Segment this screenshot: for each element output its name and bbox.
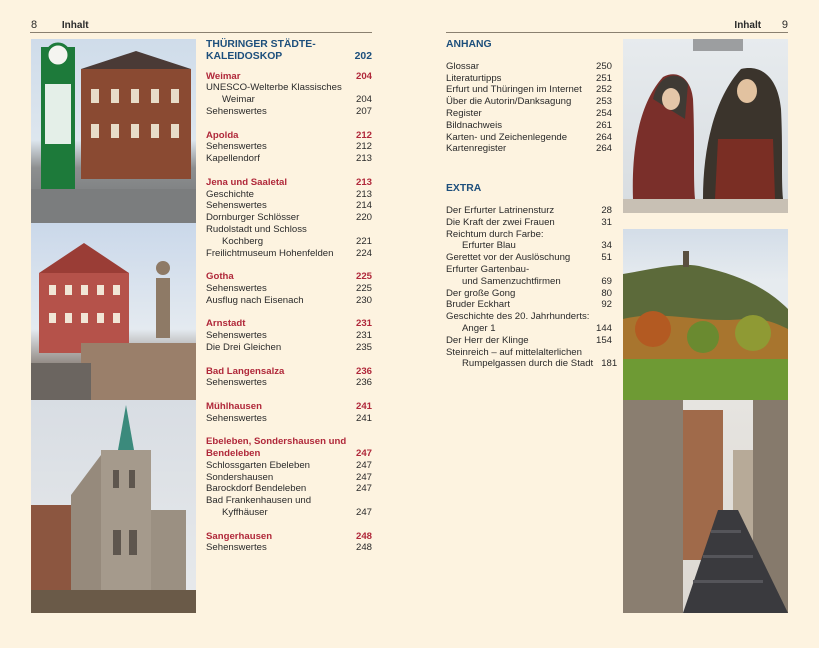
- page-number: 204: [355, 94, 372, 106]
- entry-title: Erfurter Gartenbau-: [446, 263, 530, 275]
- entry-title: Rudolstadt und Schloss: [206, 223, 307, 235]
- page-number: 225: [355, 271, 372, 283]
- toc-entry: [446, 276, 612, 288]
- page-number: 80: [601, 287, 612, 299]
- entry-title: KALEIDOSKOP: [206, 50, 283, 62]
- page-number: 213: [355, 188, 372, 200]
- toc-entry: [446, 299, 612, 311]
- page-number: 241: [355, 400, 372, 412]
- page-number: [348, 495, 372, 507]
- header-rule-right: [446, 32, 788, 33]
- toc-entry: [446, 229, 612, 241]
- entry-title: Sangerhausen: [206, 530, 273, 542]
- entry-title: Bendeleben: [206, 448, 261, 460]
- page-number: 51: [601, 252, 612, 264]
- page-number: 253: [595, 96, 612, 108]
- toc-heading: [206, 401, 372, 413]
- page-number: [588, 264, 612, 276]
- page-number: 213: [355, 153, 372, 165]
- page-number: [348, 39, 372, 51]
- toc-entry: [206, 236, 372, 248]
- entry-title: Bruder Eckhart: [446, 299, 510, 311]
- entry-title: Bad Langensalza: [206, 365, 285, 377]
- page-number: 28: [601, 204, 612, 216]
- toc-entry: [446, 96, 612, 108]
- toc-entry: [446, 240, 612, 252]
- toc-entry: [446, 108, 612, 120]
- toc-heading: [206, 71, 372, 83]
- entry-title: Sehenswertes: [206, 330, 267, 342]
- toc-entry: [206, 106, 372, 118]
- entry-title: Sehenswertes: [206, 200, 267, 212]
- entry-title: Ebeleben, Sondershausen und: [206, 436, 347, 448]
- page-number: 224: [355, 247, 372, 259]
- entry-title: Mühlhausen: [206, 400, 262, 412]
- toc-section: [206, 130, 372, 165]
- entry-title: Register: [446, 107, 482, 119]
- toc-heading: [206, 448, 372, 460]
- page-number: 212: [355, 141, 372, 153]
- right-running-head: [734, 19, 788, 31]
- toc-entry: [446, 217, 612, 229]
- photo-weimar-street: [31, 39, 196, 223]
- page-number: 214: [355, 200, 372, 212]
- page-number: [348, 224, 372, 236]
- entry-title: UNESCO-Welterbe Klassisches: [206, 82, 342, 94]
- entry-title: Sondershausen: [206, 471, 274, 483]
- entry-title: Literaturtipps: [446, 72, 502, 84]
- entry-title: Geschichte: [206, 188, 254, 200]
- toc-entry: [206, 212, 372, 224]
- page-number: 247: [355, 471, 372, 483]
- toc-entry: [446, 252, 612, 264]
- entry-title: Geschichte des 20. Jahrhunderts:: [446, 311, 590, 323]
- section-heading-anhang: ANHANG: [446, 39, 492, 50]
- toc-entry: [206, 200, 372, 212]
- toc-entry: [446, 132, 612, 144]
- page-number: 225: [355, 282, 372, 294]
- toc-entry: [206, 224, 372, 236]
- entry-title: Sehenswertes: [206, 141, 267, 153]
- page-number: 31: [601, 216, 612, 228]
- toc-entry: [206, 413, 372, 425]
- page-number: 213: [355, 176, 372, 188]
- page-number: [588, 347, 612, 359]
- page-number: 204: [355, 70, 372, 82]
- toc-section: [206, 366, 372, 390]
- page-number: 212: [355, 129, 372, 141]
- entry-title: Der Herr der Klinge: [446, 334, 529, 346]
- entry-title: Sehenswertes: [206, 377, 267, 389]
- photo-cobblestone-alley: [623, 400, 788, 613]
- toc-entry: [206, 507, 372, 519]
- page-number: 220: [355, 212, 372, 224]
- entry-title: Bad Frankenhausen und: [206, 495, 312, 507]
- page-number: 264: [595, 143, 612, 155]
- toc-heading: [206, 271, 372, 283]
- toc-entry: [446, 205, 612, 217]
- page-number: 252: [595, 84, 612, 96]
- toc-entry: [206, 342, 372, 354]
- section-heading-extra: EXTRA: [446, 183, 482, 195]
- toc-section: [206, 401, 372, 425]
- page-number: 254: [595, 107, 612, 119]
- entry-title: Gerettet vor der Auslöschung: [446, 252, 571, 264]
- page-number: 250: [595, 60, 612, 72]
- toc-entry: [206, 330, 372, 342]
- entry-title: Erfurter Blau: [462, 240, 516, 252]
- entry-title: Der Erfurter Latrinensturz: [446, 204, 555, 216]
- page-number: [589, 311, 613, 323]
- page-number-right: 9: [781, 19, 788, 31]
- entry-title: Kartenregister: [446, 143, 507, 155]
- page-number: 144: [595, 322, 612, 334]
- page-number-left: 8: [31, 19, 38, 31]
- entry-title: Jena und Saaletal: [206, 176, 288, 188]
- entry-title: Weimar: [222, 94, 255, 106]
- entry-title: Sehenswertes: [206, 542, 267, 554]
- left-running-head: [31, 19, 89, 31]
- toc-entry: [206, 248, 372, 260]
- toc-entry: [446, 323, 612, 335]
- entry-title: Die Kraft der zwei Frauen: [446, 216, 555, 228]
- toc-section: [206, 71, 372, 118]
- toc-heading: [206, 39, 372, 51]
- extra-list: [446, 204, 618, 370]
- toc-heading: [206, 130, 372, 142]
- page-number: [348, 82, 372, 94]
- running-head-label: Inhalt: [734, 20, 762, 31]
- entry-title: Barockdorf Bendeleben: [206, 483, 307, 495]
- toc-entry: [446, 311, 612, 323]
- toc-entry: [206, 472, 372, 484]
- entry-title: Kyffhäuser: [222, 507, 268, 519]
- entry-title: Glossar: [446, 60, 480, 72]
- entry-title: Anger 1: [462, 322, 496, 334]
- page-number: [588, 229, 612, 241]
- page-number: 202: [354, 50, 372, 62]
- page-number: 235: [355, 341, 372, 353]
- page-number: 236: [355, 365, 372, 377]
- toc-entry: [446, 84, 612, 96]
- toc-section: [206, 177, 372, 260]
- entry-title: Über die Autorin/Danksagung: [446, 96, 572, 108]
- toc-entry: [206, 189, 372, 201]
- toc-entry: [206, 483, 372, 495]
- toc-right-column: [446, 39, 618, 370]
- toc-entry: [206, 94, 372, 106]
- toc-entry: [206, 460, 372, 472]
- page-number: 247: [355, 483, 372, 495]
- page-number: 248: [355, 542, 372, 554]
- toc-entry: [206, 295, 372, 307]
- toc-heading: [206, 51, 372, 63]
- toc-entry: [446, 143, 612, 155]
- page-number: 248: [355, 530, 372, 542]
- toc-entry: [446, 73, 612, 85]
- entry-title: Dornburger Schlösser: [206, 212, 300, 224]
- toc-entry: [446, 288, 612, 300]
- toc-entry: [206, 495, 372, 507]
- photo-kyffhaeuser-landscape: [623, 229, 788, 400]
- page-number: [348, 436, 372, 448]
- toc-heading: [206, 318, 372, 330]
- toc-section: [206, 318, 372, 353]
- entry-title: Arnstadt: [206, 318, 246, 330]
- anhang-list: [446, 61, 612, 155]
- page-number: 207: [355, 105, 372, 117]
- photo-muehlhausen-church: [31, 400, 196, 613]
- toc-entry: [446, 347, 612, 359]
- entry-title: Der große Gong: [446, 287, 516, 299]
- entry-title: und Samenzuchtfirmen: [462, 275, 561, 287]
- page-number: 154: [595, 334, 612, 346]
- toc-entry: [446, 61, 612, 73]
- toc-heading: [206, 366, 372, 378]
- toc-section: [206, 39, 372, 63]
- page-number: 241: [355, 412, 372, 424]
- photo-madonna-statues: [623, 39, 788, 213]
- toc-heading: [206, 531, 372, 543]
- toc-entry: [446, 335, 612, 347]
- toc-section: [206, 271, 372, 306]
- page-number: 247: [355, 459, 372, 471]
- toc-entry: [206, 542, 372, 554]
- header-rule-left: [30, 32, 372, 33]
- page-number: 181: [601, 358, 618, 370]
- entry-title: Bildnachweis: [446, 119, 502, 131]
- entry-title: Kapellendorf: [206, 153, 260, 165]
- page-number: 230: [355, 294, 372, 306]
- page-number: 69: [601, 275, 612, 287]
- entry-title: Freilichtmuseum Hohenfelden: [206, 247, 334, 259]
- toc-section: [206, 436, 372, 519]
- entry-title: Gotha: [206, 271, 234, 283]
- entry-title: Ausflug nach Eisenach: [206, 294, 304, 306]
- entry-title: THÜRINGER STÄDTE-: [206, 39, 316, 50]
- entry-title: Sehenswertes: [206, 105, 267, 117]
- page-number: 34: [601, 240, 612, 252]
- toc-entry: [446, 120, 612, 132]
- page-number: 251: [595, 72, 612, 84]
- toc-section: [206, 531, 372, 555]
- page-number: 247: [355, 448, 372, 460]
- entry-title: Rumpelgassen durch die Stadt: [462, 358, 594, 370]
- entry-title: Steinreich – auf mittelalterlichen: [446, 346, 582, 358]
- page-number: 231: [355, 318, 372, 330]
- entry-title: Weimar: [206, 70, 241, 82]
- entry-title: Erfurt und Thüringen im Internet: [446, 84, 582, 96]
- entry-title: Sehenswertes: [206, 412, 267, 424]
- entry-title: Schlossgarten Ebeleben: [206, 459, 311, 471]
- toc-entry: [206, 377, 372, 389]
- page-number: 247: [355, 507, 372, 519]
- page-number: 231: [355, 330, 372, 342]
- entry-title: Apolda: [206, 129, 239, 141]
- entry-title: Die Drei Gleichen: [206, 341, 282, 353]
- page-number: 221: [355, 235, 372, 247]
- page-number: 261: [595, 119, 612, 131]
- toc-entry: [206, 82, 372, 94]
- entry-title: Kochberg: [222, 235, 264, 247]
- entry-title: Karten- und Zeichenlegende: [446, 131, 568, 143]
- page-number: 236: [355, 377, 372, 389]
- page-number: 264: [595, 131, 612, 143]
- running-head-label: Inhalt: [61, 20, 89, 31]
- toc-heading: [206, 177, 372, 189]
- toc-heading: [206, 436, 372, 448]
- entry-title: Reichtum durch Farbe:: [446, 228, 544, 240]
- photo-gotha-townhall: [31, 223, 196, 400]
- toc-entry: [446, 264, 612, 276]
- toc-entry: [206, 153, 372, 165]
- toc-entry: [446, 358, 618, 370]
- toc-entry: [206, 141, 372, 153]
- toc-entry: [206, 283, 372, 295]
- entry-title: Sehenswertes: [206, 282, 267, 294]
- page-number: 92: [601, 299, 612, 311]
- toc-left-column: [206, 39, 372, 566]
